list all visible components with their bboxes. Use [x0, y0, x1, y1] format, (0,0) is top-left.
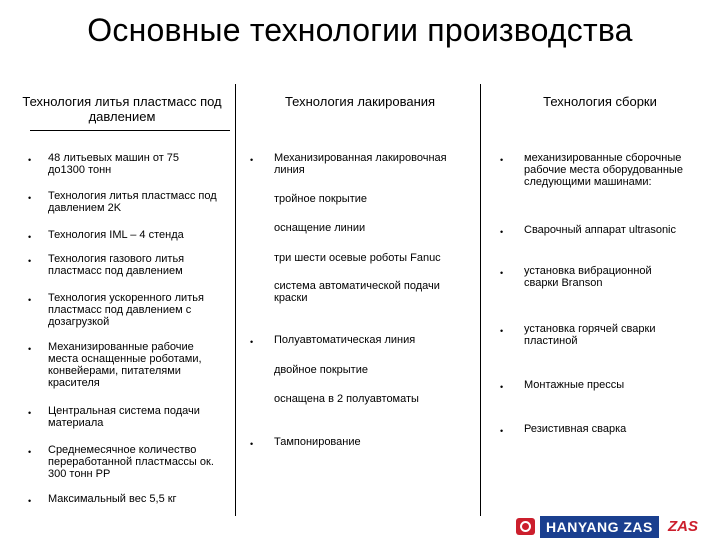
- list-item: Технология IML – 4 стенда: [48, 229, 184, 241]
- list-item: Монтажные прессы: [524, 379, 625, 391]
- list-item: Технология литья пластмасс под давлением 2K: [48, 190, 217, 214]
- list-item: Резистивная сварка: [524, 423, 627, 435]
- list-subitem: оснащена в 2 полуавтоматы: [274, 393, 419, 405]
- list-item: Механизированная лакировочная линия: [274, 152, 447, 176]
- list-item: механизированные сборочные рабочие места оборудованные следующими машинами:: [524, 152, 683, 188]
- company-logo: [516, 516, 716, 538]
- bullet: •: [500, 326, 504, 336]
- bullet: •: [250, 337, 254, 347]
- list-item: Максимальный вес 5,5 кг: [48, 493, 177, 505]
- list-item: Тампонирование: [274, 436, 361, 448]
- list-item: Среднемесячное количество переработанной пластмассы ок. 300 тонн PP: [48, 444, 214, 480]
- list-subitem: двойное покрытие: [274, 364, 368, 376]
- column-divider-right: [480, 84, 481, 516]
- list-item: Сварочный аппарат ultrasonic: [524, 224, 677, 236]
- bullet: •: [28, 193, 32, 203]
- bullet: •: [500, 155, 504, 165]
- list-subitem: тройное покрытие: [274, 193, 367, 205]
- list-item: установка горячей сварки пластиной: [524, 323, 656, 347]
- list-item: Полуавтоматическая линия: [274, 334, 416, 346]
- bullet: •: [28, 155, 32, 165]
- list-subitem: система автоматической подачи краски: [274, 280, 440, 304]
- logo-zas-text: ZAS: [668, 518, 698, 535]
- column-header: Технология сборки: [543, 94, 657, 109]
- logo-mark-icon: [516, 518, 535, 535]
- bullet: •: [500, 382, 504, 392]
- list-item: Центральная система подачи материала: [48, 405, 200, 429]
- header-underline-1: [30, 130, 230, 131]
- bullet: •: [28, 232, 32, 242]
- bullet: •: [28, 256, 32, 266]
- page-title: Основные технологии производства: [87, 12, 633, 48]
- list-subitem: оснащение линии: [274, 222, 366, 234]
- list-item: установка вибрационной сварки Branson: [524, 265, 652, 289]
- bullet: •: [250, 155, 254, 165]
- list-item: Технология газового литья пластмасс под давлением: [48, 253, 185, 277]
- logo-brand-text: HANYANG ZAS: [540, 516, 659, 538]
- bullet: •: [500, 268, 504, 278]
- bullet: •: [28, 496, 32, 506]
- bullet: •: [28, 344, 32, 354]
- bullet: •: [250, 439, 254, 449]
- bullet: •: [500, 426, 504, 436]
- bullet: •: [28, 295, 32, 305]
- column-header: Технология литья пластмасс под давлением: [22, 94, 222, 124]
- list-subitem: три шести осевые роботы Fanuc: [274, 252, 441, 264]
- column-divider-left: [235, 84, 236, 516]
- bullet: •: [500, 227, 504, 237]
- list-item: Механизированные рабочие места оснащенные роботами, конвейерами, питателями красителя: [48, 341, 202, 389]
- bullet: •: [28, 447, 32, 457]
- bullet: •: [28, 408, 32, 418]
- list-item: Технология ускоренного литья пластмасс под давлением с дозагрузкой: [48, 292, 204, 328]
- column-header: Технология лакирования: [284, 94, 436, 109]
- list-item: 48 литьевых машин от 75 до1300 тонн: [48, 152, 180, 176]
